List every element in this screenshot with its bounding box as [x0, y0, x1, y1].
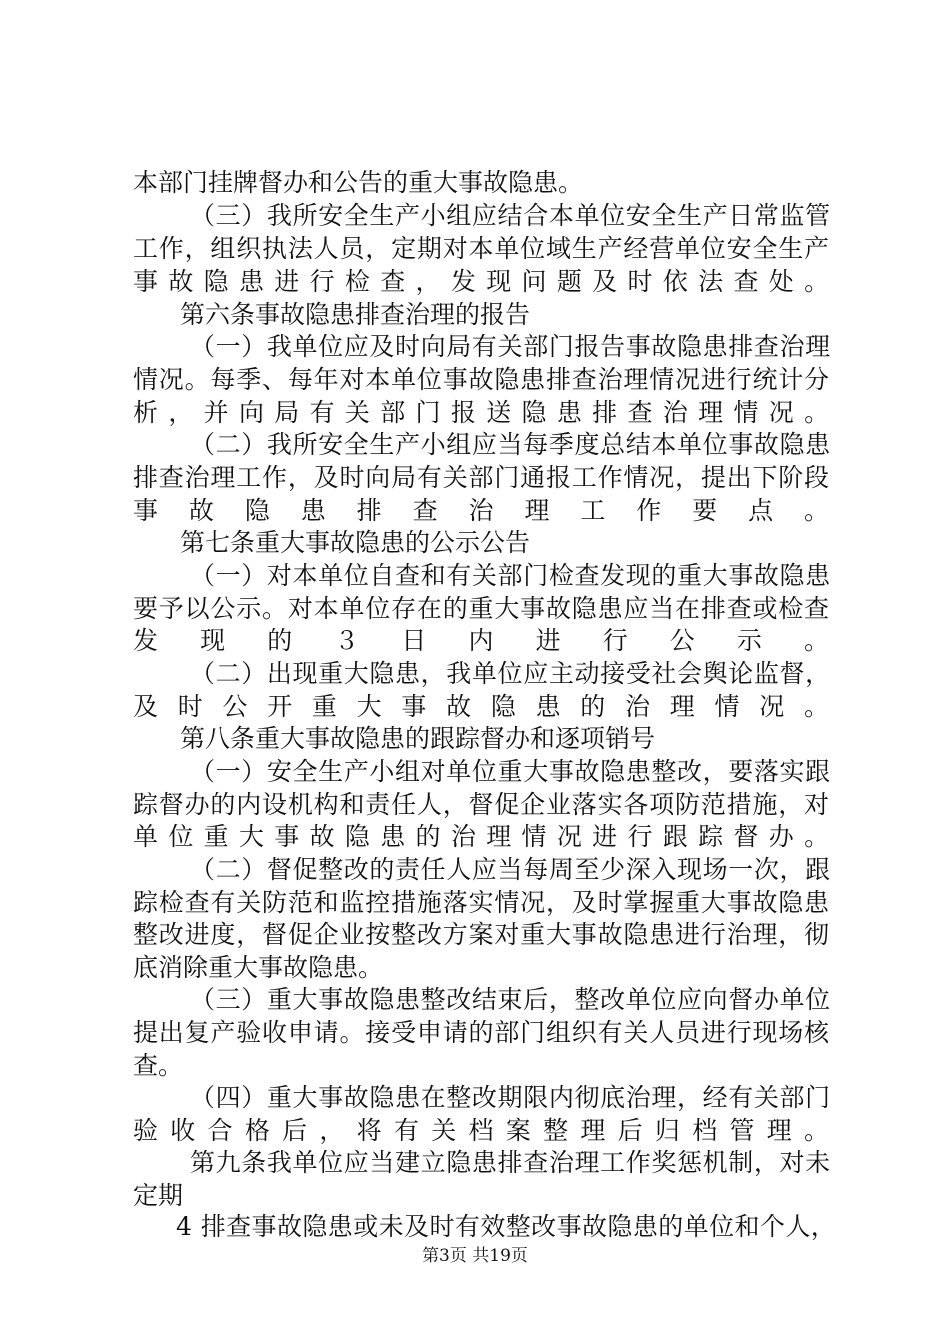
- text-line: （三）我所安全生产小组应结合本单位安全生产日常监管: [190, 201, 831, 230]
- text-line: （二）督促整改的责任人应当每周至少深入现场一次，跟: [190, 855, 831, 884]
- text-line: （二）我所安全生产小组应当每季度总结本单位事故隐患: [190, 430, 831, 459]
- text-line: 底消除重大事故隐患。: [133, 953, 384, 982]
- text-line: （一）我单位应及时向局有关部门报告事故隐患排查治理: [190, 332, 831, 361]
- section-heading: 第八条重大事故隐患的跟踪督办和逐项销号: [180, 724, 656, 753]
- text-line: 事故隐患排查治理工作要点。: [133, 496, 860, 525]
- text-line: 踪督办的内设机构和责任人，督促企业落实各项防范措施，对: [133, 790, 830, 819]
- text-line: 工作，组织执法人员，定期对本单位域生产经营单位安全生产: [133, 234, 830, 263]
- text-line: 定期: [133, 1181, 184, 1210]
- text-line: 单位重大事故隐患的治理情况进行跟踪督办。: [133, 822, 840, 851]
- text-line: （三）重大事故隐患整改结束后，整改单位应向督办单位: [190, 985, 831, 1014]
- text-line: （二）出现重大隐患，我单位应主动接受社会舆论监督，: [190, 659, 831, 688]
- text-line: 本部门挂牌督办和公告的重大事故隐患。: [133, 168, 584, 197]
- section-heading: 第六条事故隐患排查治理的报告: [180, 300, 531, 329]
- text-line: 事故隐患进行检查，发现问题及时依法查处。: [133, 267, 840, 296]
- text-line: 查。: [133, 1051, 184, 1080]
- section-heading: 第七条重大事故隐患的公示公告: [180, 528, 531, 557]
- text-line: 整改进度，督促企业按整改方案对重大事故隐患进行治理，彻: [133, 920, 830, 949]
- text-line: 踪检查有关防范和监控措施落实情况，及时掌握重大事故隐患: [133, 888, 830, 917]
- section-heading: 第九条我单位应当建立隐患排查治理工作奖惩机制，对未: [190, 1148, 831, 1177]
- text-line: 析，并向局有关部门报送隐患排查治理情况。: [133, 398, 840, 427]
- text-line: （四）重大事故隐患在整改期限内彻底治理，经有关部门: [190, 1083, 831, 1112]
- text-line: 4 排查事故隐患或未及时有效整改事故隐患的单位和个人，: [176, 1212, 837, 1241]
- text-line: 及时公开重大事故隐患的治理情况。: [133, 692, 849, 721]
- text-line: （一）对本单位自查和有关部门检查发现的重大事故隐患: [190, 561, 831, 590]
- text-line: 排查治理工作，及时向局有关部门通报工作情况，提出下阶段: [133, 463, 830, 492]
- page-number-footer: 第3页 共19页: [422, 1246, 528, 1266]
- text-line: 提出复产验收申请。接受申请的部门组织有关人员进行现场核: [133, 1018, 830, 1047]
- text-line: 情况。每季、每年对本单位事故隐患排查治理情况进行统计分: [133, 365, 830, 394]
- text-line: （一）安全生产小组对单位重大事故隐患整改，要落实跟: [190, 757, 831, 786]
- text-line: 发现的３日内进行公示。: [133, 626, 872, 655]
- text-line: 验收合格后，将有关档案整理后归档管理。: [133, 1116, 842, 1145]
- text-line: 要予以公示。对本单位存在的重大事故隐患应当在排查或检查: [133, 594, 830, 623]
